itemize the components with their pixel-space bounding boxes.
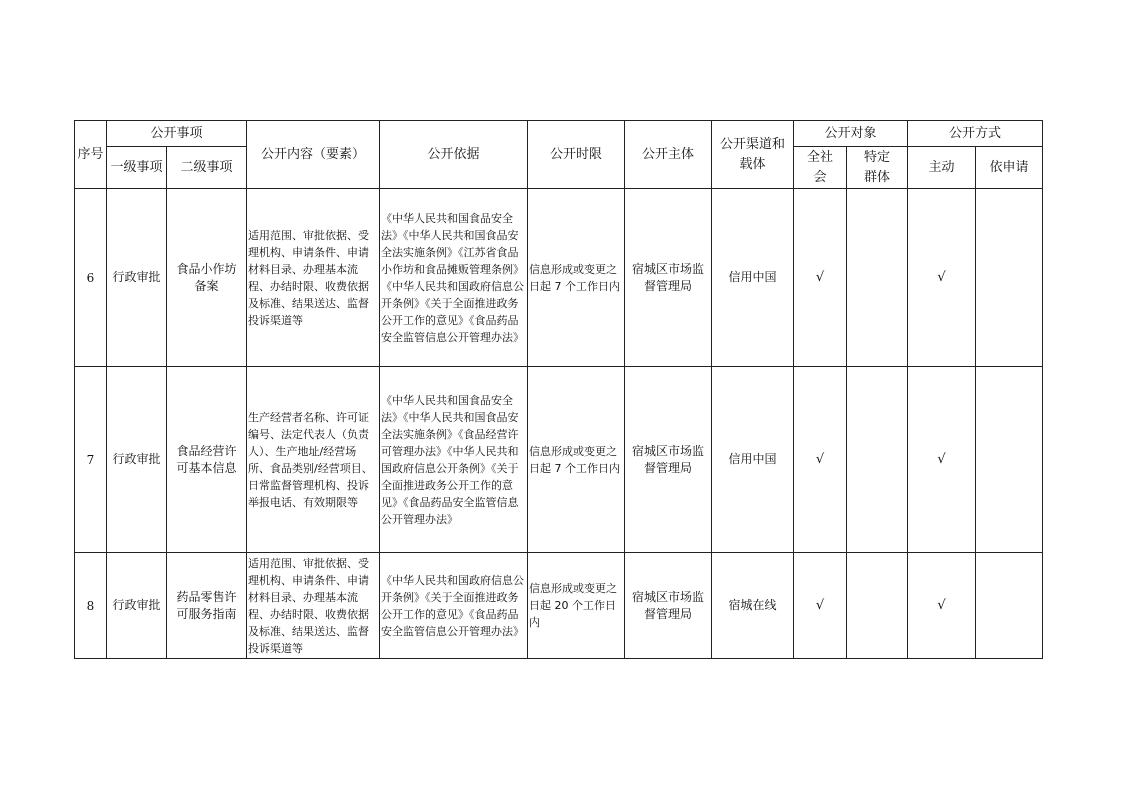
header-basis: 公开依据: [380, 121, 528, 189]
header-level1: 一级事项: [107, 147, 167, 189]
cell-subject: 宿城区市场监督管理局: [625, 189, 712, 367]
disclosure-table: [74, 120, 1043, 659]
cell-specific-group: [847, 553, 908, 659]
cell-time-limit: 信息形成或变更之日起 7 个工作日内: [528, 189, 625, 367]
header-level2: 二级事项: [167, 147, 247, 189]
cell-basis: 《中华人民共和国食品安全法》《中华人民共和国食品安全法实施条例》《江苏省食品小作坊和食品摊贩管理条例》《中华人民共和国政府信息公开条例》《关于全面推进政务公开工作的意见》《食品药品安全监管信息公开管理办法》: [380, 189, 528, 367]
header-channel: 公开渠道和载体: [712, 121, 794, 189]
cell-whole-society: √: [794, 553, 847, 659]
header-method-group: 公开方式: [908, 121, 1043, 147]
header-content: 公开内容（要素）: [247, 121, 380, 189]
table-row: [75, 189, 1043, 367]
cell-channel: 宿城在线: [712, 553, 794, 659]
cell-level1: 行政审批: [107, 553, 167, 659]
table-row: [75, 553, 1043, 659]
cell-subject: 宿城区市场监督管理局: [625, 367, 712, 553]
cell-whole-society: √: [794, 367, 847, 553]
cell-seq: 8: [75, 553, 107, 659]
table-row: [75, 367, 1043, 553]
cell-subject: 宿城区市场监督管理局: [625, 553, 712, 659]
cell-seq: 6: [75, 189, 107, 367]
cell-level2: 药品零售许可服务指南: [167, 553, 247, 659]
cell-channel: 信用中国: [712, 367, 794, 553]
cell-content: 生产经营者名称、许可证编号、法定代表人（负责人）、生产地址/经营场所、食品类别/经营项目、日常监督管理机构、投诉举报电话、有效期限等: [247, 367, 380, 553]
header-proactive: 主动: [908, 147, 976, 189]
cell-specific-group: [847, 367, 908, 553]
cell-content: 适用范围、审批依据、受理机构、申请条件、申请材料目录、办理基本流程、办结时限、收费依据及标准、结果送达、监督投诉渠道等: [247, 553, 380, 659]
cell-specific-group: [847, 189, 908, 367]
cell-on-request: [976, 553, 1043, 659]
cell-whole-society: √: [794, 189, 847, 367]
cell-content: 适用范围、审批依据、受理机构、申请条件、申请材料目录、办理基本流程、办结时限、收费依据及标准、结果送达、监督投诉渠道等: [247, 189, 380, 367]
cell-level2: 食品经营许可基本信息: [167, 367, 247, 553]
cell-seq: 7: [75, 367, 107, 553]
cell-time-limit: 信息形成或变更之日起 20 个工作日内: [528, 553, 625, 659]
cell-basis: 《中华人民共和国政府信息公开条例》《关于全面推进政务公开工作的意见》《食品药品安全监管信息公开管理办法》: [380, 553, 528, 659]
cell-on-request: [976, 189, 1043, 367]
cell-proactive: √: [908, 367, 976, 553]
cell-proactive: √: [908, 189, 976, 367]
cell-basis: 《中华人民共和国食品安全法》《中华人民共和国食品安全法实施条例》《食品经营许可管理办法》《中华人民共和国政府信息公开条例》《关于全面推进政务公开工作的意见》《食品药品安全监管信息公开管理办法》: [380, 367, 528, 553]
cell-level1: 行政审批: [107, 189, 167, 367]
header-subject: 公开主体: [625, 121, 712, 189]
header-time-limit: 公开时限: [528, 121, 625, 189]
cell-level1: 行政审批: [107, 367, 167, 553]
header-on-request: 依申请: [976, 147, 1043, 189]
header-whole-society: 全社会: [794, 147, 847, 189]
header-specific-group: 特定群体: [847, 147, 908, 189]
cell-time-limit: 信息形成或变更之日起 7 个工作日内: [528, 367, 625, 553]
cell-proactive: √: [908, 553, 976, 659]
cell-on-request: [976, 367, 1043, 553]
cell-channel: 信用中国: [712, 189, 794, 367]
cell-level2: 食品小作坊备案: [167, 189, 247, 367]
header-item-group: 公开事项: [107, 121, 247, 147]
header-target-group: 公开对象: [794, 121, 908, 147]
header-seq: 序号: [75, 121, 107, 189]
